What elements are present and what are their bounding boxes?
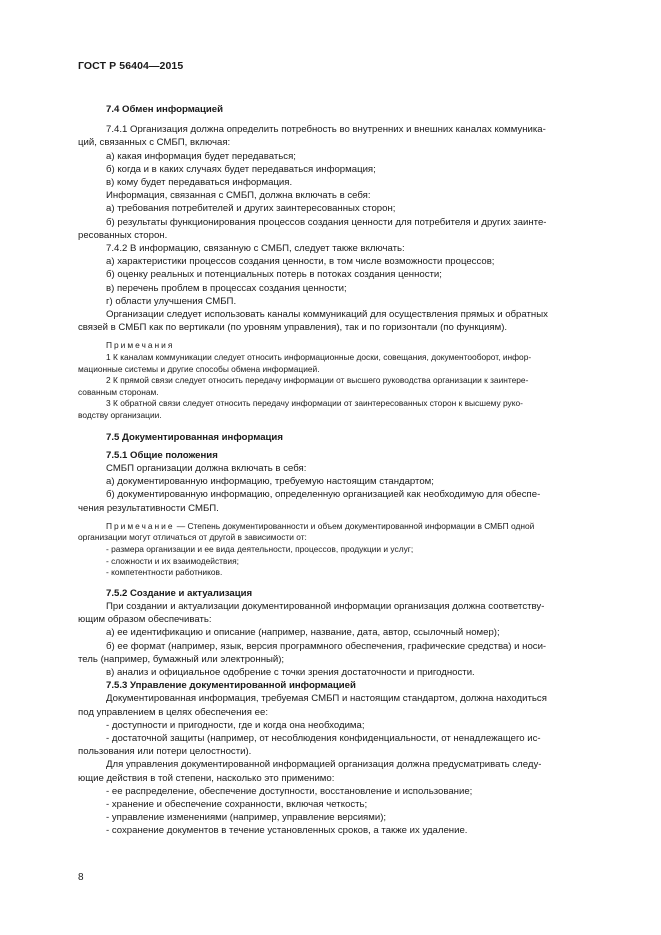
paragraph: Информация, связанная с СМБП, должна включать в себя:: [106, 190, 371, 202]
note-item: 2 К прямой связи следует относить передачу информации от высшего руководства организации к заинтере-: [106, 375, 529, 386]
list-item: б) оценку реальных и потенциальных потерь в потоках создания ценности;: [106, 269, 442, 281]
note: [78, 521, 583, 533]
paragraph: 7.4.2 В информацию, связанную с СМБП, следует также включать:: [106, 243, 405, 255]
paragraph: Для управления документированной информацией организация должна предусматривать следу-: [106, 759, 542, 771]
paragraph: СМБП организации должна включать в себя:: [106, 463, 307, 475]
subsection-heading-7-5-2: 7.5.2 Создание и актуализация: [106, 587, 253, 599]
page-content: [78, 94, 583, 838]
list-item: пользования или потери целостности).: [78, 746, 252, 758]
paragraph: ций, связанных с СМБП, включая:: [78, 137, 231, 149]
list-item: б) документированную информацию, определенную организацией как необходимую для обеспе-: [106, 489, 541, 501]
list-item: б) результаты функционирования процессов создания ценности для потребителя и других заинте-: [106, 216, 547, 228]
list-item: б) когда и в каких случаях будет передаваться информация;: [106, 163, 376, 175]
list-item: а) документированную информацию, требуемую настоящим стандартом;: [106, 476, 434, 488]
page-number: 8: [78, 872, 84, 883]
paragraph: Документированная информация, требуемая СМБП и настоящим стандартом, должна находиться: [106, 693, 547, 705]
note-item: водству организации.: [78, 410, 162, 421]
section-heading-7-5: 7.5 Документированная информация: [106, 431, 283, 443]
note-text: — Степень документированности и объем документированной информации в СМБП одной: [174, 520, 535, 531]
list-item: в) перечень проблем в процессах создания ценности;: [106, 282, 347, 294]
list-item: - ее распределение, обеспечение доступности, восстановление и использование;: [106, 785, 473, 797]
note-item: мационные системы и другие способы обмена информацией.: [78, 363, 320, 374]
list-item: - достаточной защиты (например, от несоблюдения конфиденциальности, от ненадлежащего ис-: [106, 733, 541, 745]
note-item: 3 К обратной связи следует относить передачу информации от заинтересованных сторон к высшему руко-: [106, 398, 523, 409]
list-item: ресованных сторон.: [78, 229, 168, 241]
list-item: а) характеристики процессов создания ценности, в том числе возможности процессов;: [106, 256, 495, 268]
paragraph: связей в СМБП как по вертикали (по уровням управления), так и по горизонтали (по функциям).: [78, 322, 508, 334]
list-item: тель (например, бумажный или электронный);: [78, 653, 285, 665]
note-list-item: - размера организации и ее вида деятельности, процессов, продукции и услуг;: [106, 544, 414, 555]
list-item: а) требования потребителей и других заинтересованных сторон;: [106, 203, 396, 215]
list-item: в) анализ и официальное одобрение с точки зрения достаточности и пригодности.: [106, 667, 475, 679]
paragraph: 7.4.1 Организация должна определить потребность во внутренних и внешних каналах коммуника-: [106, 124, 546, 136]
list-item: б) ее формат (например, язык, версия программного обеспечения, графические средства) и носи-: [106, 640, 547, 652]
list-item: - доступности и пригодности, где и когда она необходима;: [106, 719, 365, 731]
list-item: - хранение и обеспечение сохранности, включая четкость;: [106, 799, 368, 811]
list-item: - сохранение документов в течение установленных сроков, а также их удаление.: [106, 825, 468, 837]
list-item: а) ее идентификацию и описание (например, название, дата, автор, ссылочный номер);: [106, 627, 500, 639]
paragraph: ющие действия в той степени, насколько это применимо:: [78, 772, 335, 784]
paragraph: ющим образом обеспечивать:: [78, 614, 212, 626]
list-item: - управление изменениями (например, управление версиями);: [106, 812, 387, 824]
list-item: чения результативности СМБП.: [78, 502, 219, 514]
list-item: в) кому будет передаваться информация.: [106, 177, 293, 189]
list-item: а) какая информация будет передаваться;: [106, 150, 296, 162]
paragraph: Организации следует использовать каналы коммуникаций для осуществления прямых и обратных: [106, 309, 548, 321]
list-item: г) области улучшения СМБП.: [106, 295, 237, 307]
note-item: 1 К каналам коммуникации следует относить информационные доски, совещания, документооборот, инфор-: [106, 352, 532, 363]
paragraph: под управлением в целях обеспечения ее:: [78, 706, 268, 718]
subsection-heading-7-5-1: 7.5.1 Общие положения: [106, 449, 218, 461]
note-title: Примечание: [106, 520, 175, 531]
page-header: ГОСТ Р 56404—2015: [78, 60, 184, 72]
subsection-heading-7-5-3: 7.5.3 Управление документированной информацией: [106, 680, 356, 692]
section-heading-7-4: 7.4 Обмен информацией: [106, 104, 224, 115]
paragraph: При создании и актуализации документированной информации организация должна соответству-: [106, 601, 545, 612]
note-list-item: - компетентности работников.: [106, 567, 223, 578]
notes-title: Примечания: [106, 340, 175, 351]
note-item: сованным сторонам.: [78, 386, 159, 397]
note-list-item: - сложности и их взаимодействия;: [106, 555, 239, 566]
note-text: организации могут отличаться от другой в зависимости от:: [78, 532, 307, 543]
